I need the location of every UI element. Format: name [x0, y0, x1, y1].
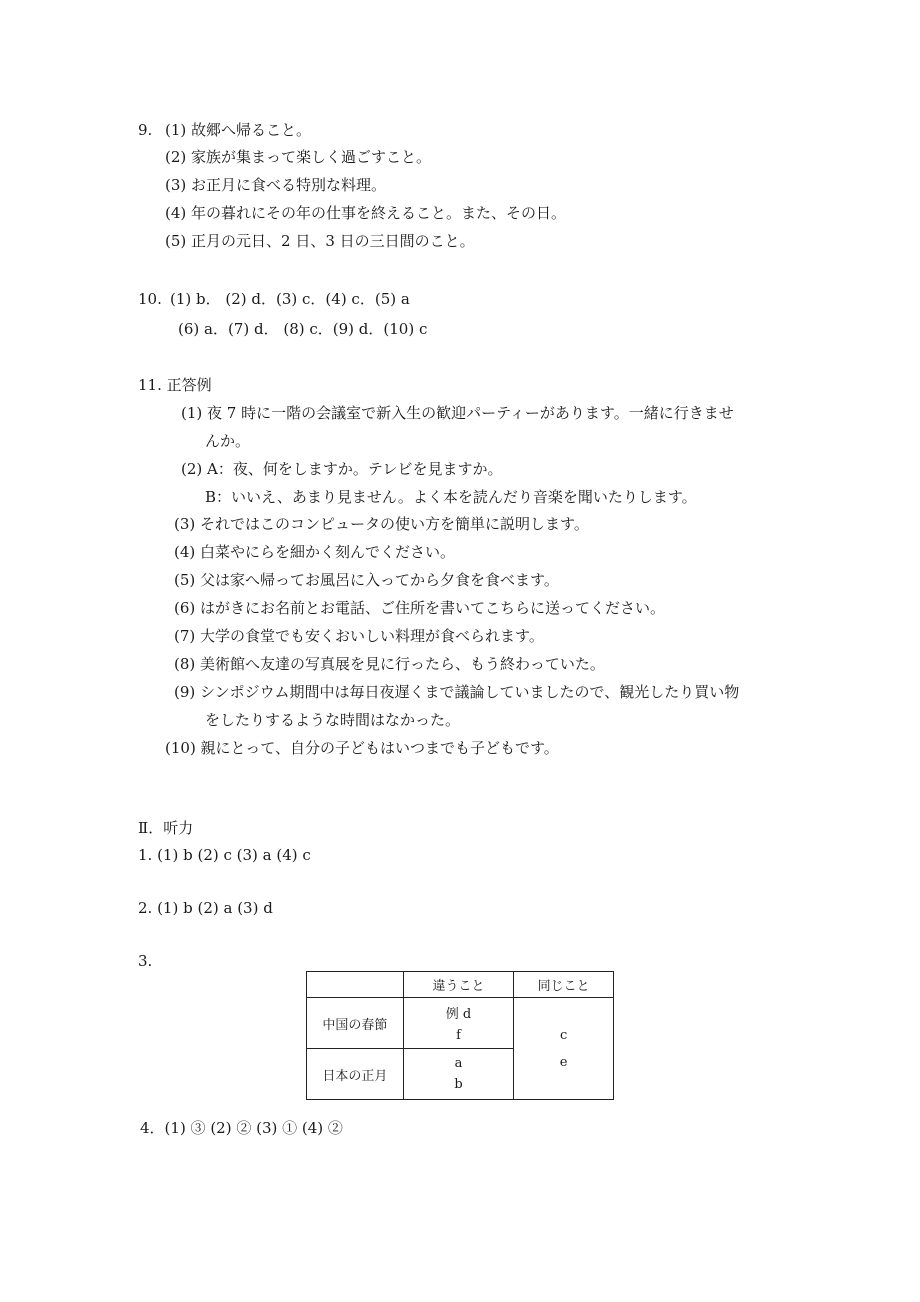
listening-q4: 4．(1) ③ (2) ② (3) ① (4) ② — [140, 1119, 343, 1137]
q11-item-3: (3) それではこのコンピュータの使い方を簡単に説明します。 — [174, 515, 589, 533]
table-header-row — [307, 972, 614, 998]
q9-item-2: (2) 家族が集まって楽しく過ごすこと。 — [165, 148, 432, 166]
table-header-different: 違うこと — [403, 972, 514, 998]
china-diff-2: f — [456, 1028, 461, 1043]
listening-heading: Ⅱ．听力 — [138, 819, 194, 837]
q11-item-7: (7) 大学の食堂でも安くおいしい料理が食べられます。 — [174, 627, 544, 645]
china-label: 中国の春節 — [307, 998, 404, 1049]
same-cell — [514, 998, 614, 1100]
same-2: e — [559, 1054, 568, 1070]
japan-diff-2: b — [454, 1077, 463, 1092]
q9-item-5: (5) 正月の元日、2 日、3 日の三日間のこと。 — [165, 232, 475, 250]
q10-number: 10. — [138, 290, 162, 308]
q11-item-9: (9) シンポジウム期間中は毎日夜遅くまで議論していましたので、観光したり買い物 — [174, 683, 740, 701]
listening-q1: 1. (1) b (2) c (3) a (4) c — [138, 846, 311, 864]
q11-item-6: (6) はがきにお名前とお電話、ご住所を書いてこちらに送ってください。 — [174, 599, 666, 617]
japan-label: 日本の正月 — [307, 1049, 404, 1100]
q11-item-8: (8) 美術館へ友達の写真展を見に行ったら、もう終わっていた。 — [174, 655, 605, 673]
q11-item-4: (4) 白菜やにらを細かく刻んでください。 — [174, 543, 456, 561]
q11-item-2b: B：いいえ、あまり見ません。よく本を読んだり音楽を聞いたりします。 — [205, 488, 697, 506]
q11-item-1: (1) 夜 7 時に一階の会議室で新入生の歓迎パーティーがあります。一緒に行きませ — [181, 404, 734, 422]
table-header-same: 同じこと — [514, 972, 614, 998]
table-row-china — [307, 998, 614, 1049]
listening-q3: 3. — [138, 952, 153, 970]
comparison-table — [306, 971, 614, 1100]
japan-differences — [403, 1049, 514, 1100]
q11-item-1-cont: んか。 — [205, 432, 251, 450]
q9-item-4: (4) 年の暮れにその年の仕事を終えること。また、その日。 — [165, 204, 567, 222]
q10-row-1: (1) b． (2) d．(3) c．(4) c．(5) a — [170, 290, 410, 308]
table-header-empty — [307, 972, 404, 998]
china-diff-1: 例 d — [445, 1007, 472, 1022]
q9-item-3: (3) お正月に食べる特別な料理。 — [165, 176, 387, 194]
q9-number: 9. — [138, 121, 153, 139]
same-1: c — [560, 1027, 568, 1043]
q9-item-1: (1) 故郷へ帰ること。 — [165, 121, 312, 139]
q11-item-9-cont: をしたりするような時間はなかった。 — [205, 711, 461, 729]
q10-row-2: (6) a．(7) d． (8) c．(9) d．(10) c — [178, 320, 428, 338]
japan-diff-1: a — [454, 1056, 463, 1071]
q11-item-5: (5) 父は家へ帰ってお風呂に入ってから夕食を食べます。 — [174, 571, 559, 589]
china-differences — [403, 998, 514, 1049]
q11-item-10: (10) 親にとって、自分の子どもはいつまでも子どもです。 — [165, 739, 559, 757]
q11-item-2a: (2) A：夜、何をしますか。テレビを見ますか。 — [181, 460, 503, 478]
listening-q2: 2. (1) b (2) a (3) d — [138, 899, 273, 917]
q11-heading: 11. 正答例 — [138, 376, 212, 394]
